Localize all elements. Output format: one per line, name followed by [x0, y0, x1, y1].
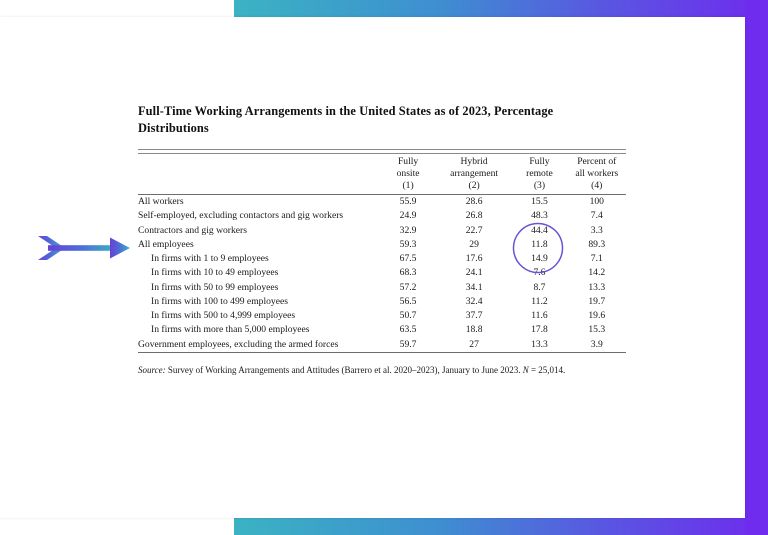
source-text: Survey of Working Arrangements and Attitudes (Barrero et al. 2020–2023), January to June 2023.: [167, 365, 521, 376]
cell-value: 15.3: [588, 324, 606, 336]
cell-value: 29: [469, 238, 479, 250]
column-header-line1: Hybrid: [460, 156, 488, 168]
source-label: Source:: [138, 365, 166, 376]
table-row: [138, 281, 626, 295]
accent-bar-right: [745, 0, 768, 535]
cell-value: 17.8: [531, 324, 548, 336]
cell-value: 19.7: [588, 295, 606, 307]
cell-value: 24.9: [399, 210, 417, 222]
table-header-row: [138, 154, 626, 193]
row-label: Contractors and gig workers: [138, 224, 247, 236]
column-header-number: (1): [402, 179, 414, 191]
column-header-line2: onsite: [396, 167, 420, 179]
cell-value: 14.9: [531, 253, 548, 265]
table-row: [138, 224, 626, 238]
row-label: In firms with 50 to 99 employees: [151, 281, 279, 293]
row-label: In firms with 10 to 49 employees: [151, 267, 279, 279]
table-row: [138, 252, 626, 266]
cell-value: 8.7: [533, 281, 546, 293]
cell-value: 7.1: [590, 253, 603, 265]
cell-value: 17.6: [465, 253, 483, 265]
cell-value: 27: [469, 338, 479, 350]
working-arrangements-table: [138, 149, 626, 355]
cell-value: 13.3: [531, 338, 548, 350]
cell-value: 50.7: [399, 310, 417, 322]
table-row: [138, 195, 626, 210]
table-row: [138, 295, 626, 309]
column-header-line2: arrangement: [450, 167, 499, 179]
row-label: All employees: [138, 238, 194, 250]
accent-bar-bottom: [234, 518, 768, 535]
cell-value: 44.4: [531, 224, 548, 236]
column-header-hybrid-arrangement: [437, 154, 512, 193]
column-header-line1: Fully: [397, 156, 419, 168]
column-header-number: (3): [533, 179, 546, 191]
cell-value: 63.5: [399, 324, 417, 336]
cell-value: 48.3: [531, 210, 548, 222]
accent-bar-top: [234, 0, 768, 17]
cell-value: 13.3: [588, 281, 606, 293]
cell-value: 68.3: [399, 267, 417, 279]
column-header-fully-onsite: [379, 154, 437, 193]
cell-value: 37.7: [465, 310, 483, 322]
table-row: [138, 267, 626, 281]
table-row: [138, 210, 626, 224]
cell-value: 3.3: [590, 224, 603, 236]
row-label: Self-employed, excluding contactors and gig workers: [138, 210, 344, 222]
column-header-stub: [138, 154, 379, 193]
cell-value: 19.6: [588, 310, 606, 322]
cell-value: 56.5: [399, 295, 417, 307]
table-row: [138, 238, 626, 252]
column-header-line2: all workers: [575, 167, 619, 179]
column-header-fully-remote: [511, 154, 567, 193]
table-bottom-rule: [138, 353, 626, 356]
table-body: [138, 195, 626, 353]
column-header-percent-all-workers: [568, 154, 626, 193]
cell-value: 24.1: [465, 267, 483, 279]
cell-value: 89.3: [588, 238, 606, 250]
cell-value: 28.6: [465, 196, 483, 208]
cell-value: 57.2: [399, 281, 417, 293]
cell-value: 3.9: [590, 338, 603, 350]
cell-value: 32.4: [465, 295, 483, 307]
column-header-number: (4): [591, 179, 603, 191]
table-title: Full-Time Working Arrangements in the United States as of 2023, Percentage Distributions: [138, 104, 554, 136]
cell-value: 26.8: [465, 210, 483, 222]
cell-value: 32.9: [399, 224, 417, 236]
cell-value: 11.2: [531, 295, 548, 307]
row-label: In firms with 500 to 4,999 employees: [151, 310, 296, 322]
cell-value: 18.8: [465, 324, 483, 336]
cell-value: 59.3: [399, 238, 417, 250]
cell-value: 11.6: [531, 310, 548, 322]
table-block: [138, 103, 626, 377]
row-label: Government employees, excluding the armed forces: [138, 338, 339, 350]
cell-value: 55.9: [399, 196, 417, 208]
sample-size-label: N: [522, 365, 529, 376]
column-header-line1: Percent of: [577, 156, 617, 168]
cell-value: 11.8: [531, 238, 548, 250]
row-label: In firms with more than 5,000 employees: [151, 324, 310, 336]
row-label: In firms with 1 to 9 employees: [151, 253, 269, 265]
cell-value: 15.5: [531, 196, 548, 208]
column-header-line1: Fully: [529, 156, 550, 168]
cell-value: 14.2: [588, 267, 606, 279]
cell-value: 34.1: [465, 281, 483, 293]
table-row: [138, 338, 626, 353]
cell-value: 67.5: [399, 253, 417, 265]
row-label: All workers: [138, 196, 184, 208]
column-header-line2: remote: [526, 167, 553, 179]
cell-value: 22.7: [465, 224, 483, 236]
cell-value: 7.6: [533, 267, 546, 279]
cell-value: 100: [589, 196, 604, 208]
sample-size-value: = 25,014.: [530, 365, 566, 376]
column-header-number: (2): [468, 179, 480, 191]
cell-value: 59.7: [399, 338, 417, 350]
cell-value: 7.4: [590, 210, 603, 222]
table-row: [138, 324, 626, 338]
source-note: [138, 364, 628, 377]
row-label: In firms with 100 to 499 employees: [151, 295, 288, 307]
table-row: [138, 309, 626, 323]
